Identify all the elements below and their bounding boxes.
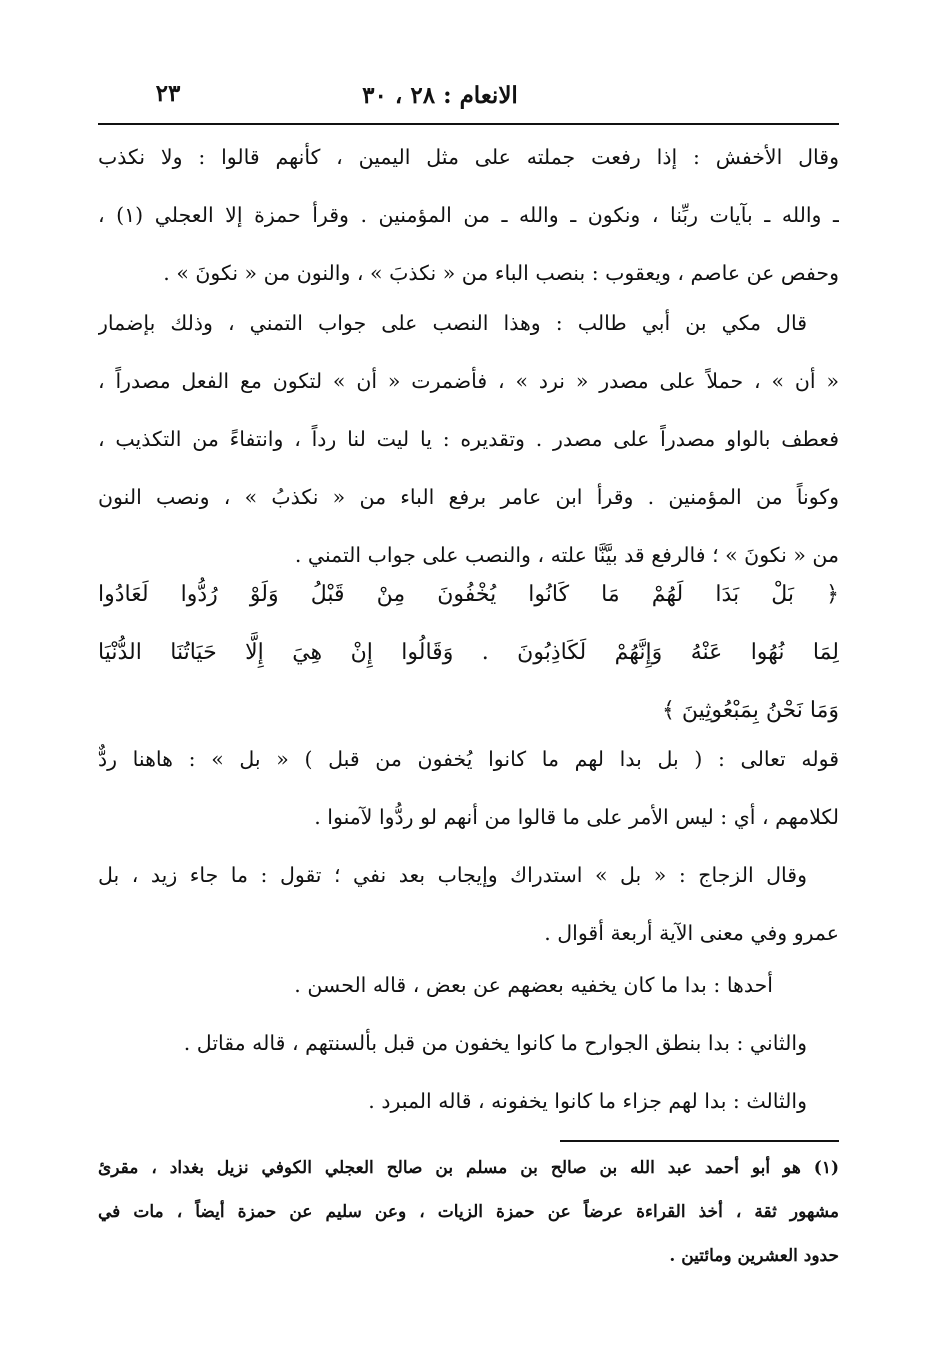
opinion-second: والثاني : بدا بنطق الجوارح ما كانوا يخفون من قبل بألسنتهم ، قاله مقاتل . [183,1031,807,1055]
verse-line: ﴿ بَلْ بَدَا لَهُمْ مَا كَانُوا يُخْفُونَ مِنْ قَبْلُ وَلَوْ رُدُّوا لَعَادُوا [98,582,839,607]
footnote-line: حدود العشرين ومائتين . [669,1246,839,1266]
quran-verse [98,566,839,740]
opinion-first: أحدها : بدا ما كان يخفيه بعضهم عن بعض ، قاله الحسن . [294,973,773,997]
text-line: قوله تعالى : ( بل بدا لهم ما كانوا يُخفون من قبل ) « بل » : هاهنا ردٌّ [98,747,839,771]
footnote-line: (١) هو أبو أحمد عبد الله بن صالح بن مسلم بن صالح العجلي الكوفي نزيل بغداد ، مقرئ [98,1158,839,1178]
running-head: الانعام : ٢٨ ، ٣٠ [362,82,518,109]
verse-line: لِمَا نُهُوا عَنْهُ وَإِنَّهُمْ لَكَاذِبُونَ . وَقَالُوا إِنْ هِيَ إِلَّا حَيَاتُنَا الدُّنْيَا [98,640,839,665]
text-line: لكلامهم ، أي : ليس الأمر على ما قالوا من أنهم لو ردُّوا لآمنوا . [314,805,839,829]
paragraph-commentary [98,730,839,846]
text-line: وقال الأخفش : إذا رفعت جملته على مثل اليمين ، كأنهم قالوا : ولا نكذب [98,145,839,169]
text-line: فعطف بالواو مصدراً على مصدر . وتقديره : يا ليت لنا رداً ، وانتفاءً من التكذيب ، [98,427,839,451]
footnote-rule [560,1140,839,1142]
text-line: عمرو وفي معنى الآية أربعة أقوال . [544,921,839,945]
footnote [98,1146,839,1278]
text-line: من « نكونَ » ؛ فالرفع قد بيَّنَّا علته ، والنصب على جواب التمني . [294,543,839,567]
text-line: قال مكي بن أبي طالب : وهذا النصب على جواب التمني ، وذلك بإضمار [98,311,807,335]
opinion-third: والثالث : بدا لهم جزاء ما كانوا يخفونه ، قاله المبرد . [368,1089,807,1113]
header-rule [98,123,839,125]
paragraph-akhfash [98,128,839,302]
paragraph-zajjaj [98,846,839,962]
text-line: وقال الزجاج : « بل » استدراك وإيجاب بعد نفي ؛ تقول : ما جاء زيد ، بل [98,863,807,887]
text-line: وحفص عن عاصم ، ويعقوب : بنصب الباء من « نكذبَ » ، والنون من « نكونَ » . [163,261,839,285]
text-line: وكوناً من المؤمنين . وقرأ ابن عامر برفع الباء من « نكذبُ » ، ونصب النون [98,485,839,509]
text-line: « أن » ، حملاً على مصدر « نرد » ، فأضمرت « أن » لتكون مع الفعل مصدراً ، [98,369,839,393]
page-number: ٢٣ [155,80,181,107]
paragraph-makki [98,294,839,584]
text-line: ـ والله ـ بآيات ربِّنا ، ونكون ـ والله ـ من المؤمنين . وقرأ حمزة إلا العجلي (١) ، [98,203,839,227]
footnote-line: مشهور ثقة ، أخذ القراءة عرضاً عن حمزة الزيات ، وعن سليم عن حمزة أيضاً ، مات في [98,1202,839,1222]
verse-line: وَمَا نَحْنُ بِمَبْعُوثِينَ ﴾ [661,698,839,723]
